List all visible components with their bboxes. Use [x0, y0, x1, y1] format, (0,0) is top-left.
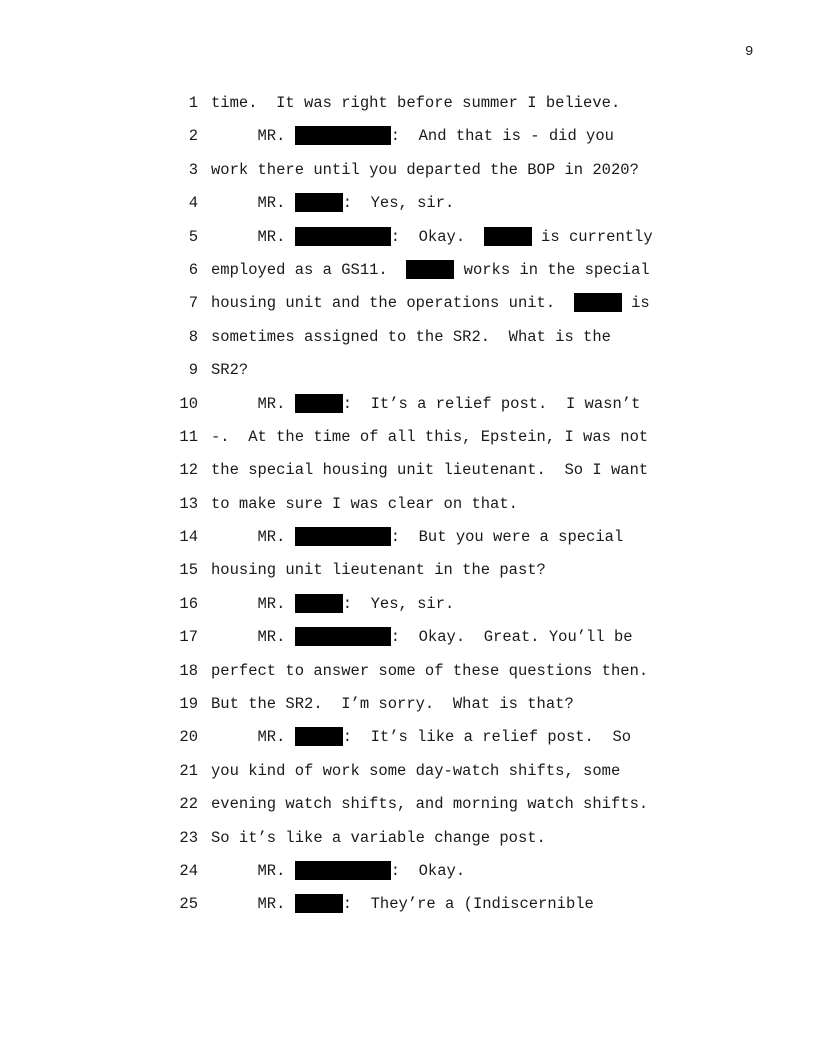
- line-text-segment: : Okay.: [390, 227, 484, 246]
- line-text: [211, 260, 650, 280]
- line-text: [211, 360, 248, 380]
- line-number: 18: [179, 661, 198, 680]
- transcript-line: [0, 527, 816, 560]
- line-text-segment: : Okay.: [390, 861, 466, 880]
- line-text: [211, 327, 611, 347]
- line-text-segment: is: [621, 294, 650, 313]
- line-number: 8: [188, 327, 198, 346]
- transcript-body: [0, 93, 816, 928]
- line-number: 14: [179, 528, 198, 547]
- line-number: 9: [188, 361, 198, 380]
- line-number: 24: [179, 861, 198, 880]
- redaction-block: [295, 126, 391, 145]
- line-text-segment: MR.: [211, 861, 295, 880]
- transcript-line: [0, 727, 816, 760]
- line-text: [211, 394, 640, 414]
- line-text: [211, 794, 648, 814]
- line-number: 21: [179, 761, 198, 780]
- line-text-segment: So it’s like a variable change post.: [211, 828, 546, 847]
- line-text: [211, 894, 594, 914]
- redaction-block: [295, 727, 343, 746]
- transcript-line: [0, 861, 816, 894]
- line-number: 2: [188, 127, 198, 146]
- line-text: [211, 761, 620, 781]
- line-text: [211, 160, 639, 180]
- line-text-segment: time. It was right before summer I believe.: [211, 94, 621, 112]
- transcript-line: [0, 427, 816, 460]
- line-text-segment: MR.: [211, 127, 295, 146]
- line-text-segment: MR.: [211, 895, 295, 914]
- line-text-segment: MR.: [211, 528, 295, 547]
- line-text-segment: : And that is - did you: [390, 127, 614, 146]
- line-text-segment: : Yes, sir.: [342, 194, 455, 213]
- transcript-line: [0, 694, 816, 727]
- line-text-segment: : It’s a relief post. I wasn’t: [342, 394, 641, 413]
- line-text: [211, 861, 465, 881]
- line-text-segment: : Okay. Great. You’ll be: [390, 628, 633, 647]
- transcript-line: [0, 560, 816, 593]
- redaction-block: [295, 894, 343, 913]
- page-number: 9: [745, 44, 754, 60]
- redaction-block: [295, 394, 343, 413]
- line-text: [211, 427, 648, 447]
- line-text-segment: MR.: [211, 594, 295, 613]
- line-number: 6: [188, 260, 198, 279]
- line-text: [211, 594, 454, 614]
- line-number: 12: [179, 461, 198, 480]
- line-text: [211, 460, 648, 480]
- redaction-block: [406, 260, 454, 279]
- line-number: 3: [188, 160, 198, 179]
- line-text-segment: housing unit lieutenant in the past?: [211, 561, 546, 580]
- line-text: [211, 694, 574, 714]
- line-number: 20: [179, 728, 198, 747]
- redaction-block: [484, 227, 532, 246]
- line-number: 13: [179, 494, 198, 513]
- line-number: 7: [188, 294, 198, 313]
- line-text-segment: : Yes, sir.: [342, 594, 455, 613]
- line-text: [211, 193, 454, 213]
- line-text-segment: MR.: [211, 394, 295, 413]
- line-text-segment: SR2?: [211, 361, 249, 380]
- redaction-block: [295, 527, 391, 546]
- line-number: 17: [179, 628, 198, 647]
- line-text: [211, 227, 653, 247]
- redaction-block: [295, 594, 343, 613]
- line-text-segment: you kind of work some day-watch shifts, some: [211, 761, 621, 780]
- redaction-block: [574, 293, 622, 312]
- line-text-segment: : They’re a (Indiscernible: [342, 895, 594, 914]
- transcript-line: [0, 828, 816, 861]
- transcript-line: [0, 227, 816, 260]
- line-text-segment: -. At the time of all this, Epstein, I was not: [211, 427, 649, 446]
- line-text: [211, 627, 633, 647]
- transcript-line: [0, 394, 816, 427]
- line-text-segment: works in the special: [454, 260, 650, 279]
- line-text-segment: MR.: [211, 194, 295, 213]
- line-text-segment: MR.: [211, 227, 295, 246]
- transcript-line: [0, 93, 816, 126]
- line-number: 23: [179, 828, 198, 847]
- transcript-line: [0, 494, 816, 527]
- line-text-segment: sometimes assigned to the SR2. What is the: [211, 327, 611, 346]
- redaction-block: [295, 227, 391, 246]
- transcript-line: [0, 794, 816, 827]
- line-text-segment: is currently: [531, 227, 653, 246]
- transcript-line: [0, 193, 816, 226]
- line-number: 15: [179, 561, 198, 580]
- line-text-segment: perfect to answer some of these questions then.: [211, 661, 649, 680]
- line-text: [211, 828, 546, 848]
- line-text: [211, 727, 631, 747]
- line-text: [211, 560, 546, 580]
- transcript-line: [0, 260, 816, 293]
- transcript-line: [0, 293, 816, 326]
- line-number: 10: [179, 394, 198, 413]
- line-text-segment: work there until you departed the BOP in 2020?: [211, 160, 639, 179]
- line-number: 11: [179, 427, 198, 446]
- line-number: 1: [188, 94, 198, 112]
- transcript-line: [0, 627, 816, 660]
- transcript-line: [0, 661, 816, 694]
- line-text: [211, 126, 614, 146]
- line-number: 16: [179, 594, 198, 613]
- line-text-segment: : But you were a special: [390, 528, 624, 547]
- transcript-line: [0, 327, 816, 360]
- line-text-segment: housing unit and the operations unit.: [211, 294, 574, 313]
- line-text: [211, 93, 620, 113]
- transcript-line: [0, 360, 816, 393]
- transcript-line: [0, 460, 816, 493]
- redaction-block: [295, 627, 391, 646]
- redaction-block: [295, 193, 343, 212]
- line-text: [211, 661, 648, 681]
- transcript-line: [0, 160, 816, 193]
- transcript-line: [0, 594, 816, 627]
- line-text-segment: employed as a GS11.: [211, 260, 407, 279]
- transcript-line: [0, 126, 816, 159]
- line-number: 5: [188, 227, 198, 246]
- line-text-segment: evening watch shifts, and morning watch shifts.: [211, 795, 649, 814]
- line-text: [211, 494, 518, 514]
- line-number: 19: [179, 695, 198, 714]
- line-text-segment: But the SR2. I’m sorry. What is that?: [211, 695, 574, 714]
- line-text-segment: : It’s like a relief post. So: [342, 728, 632, 747]
- line-number: 25: [179, 895, 198, 914]
- line-text-segment: MR.: [211, 728, 295, 747]
- line-text: [211, 527, 623, 547]
- transcript-line: [0, 761, 816, 794]
- transcript-line: [0, 894, 816, 927]
- line-text-segment: MR.: [211, 628, 295, 647]
- line-number: 22: [179, 795, 198, 814]
- redaction-block: [295, 861, 391, 880]
- line-text-segment: the special housing unit lieutenant. So I want: [211, 461, 649, 480]
- line-text-segment: to make sure I was clear on that.: [211, 494, 518, 513]
- line-text: [211, 293, 650, 313]
- line-number: 4: [188, 194, 198, 213]
